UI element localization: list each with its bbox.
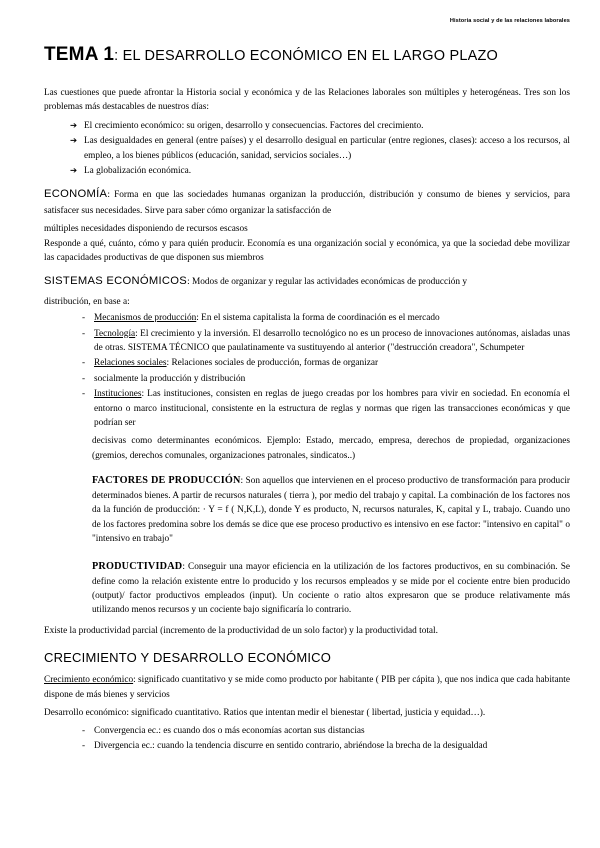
sistemas-section — [44, 273, 570, 290]
intro-bullet-list — [44, 119, 570, 179]
intro-paragraph: Las cuestiones que puede afrontar la Historia social y económica y de las Relaciones laborales son múltiples y heterogéneas. Tres son los problemas más destacables de nuestros días: — [44, 88, 570, 113]
factores-text: : Son aquellos que intervienen en el proceso productivo de transformación para producir determinados bienes. A partir de recursos naturales ( tierra ), por medio del trabajo y capital. La combinación de los factores nos da la función de producción: · Y = f ( N,K,L), donde Y es producto, N, recursos naturales, K, capital y L, trabajo. Cuando uno de los factores predomina sobre los demás se dice que ese proceso productivo es intensivo en ese factor: "intensivo en capital" o "intensivo en trabajo" — [92, 476, 571, 545]
list-item-text: socialmente la producción y distribución — [94, 373, 246, 384]
list-item-text: : Relaciones sociales de producción, formas de organizar — [166, 358, 379, 369]
crecimiento-item1-term: Crecimiento económico — [44, 675, 134, 686]
productividad-text: : Conseguir una mayor eficiencia en la utilización de los factores productivos, en su combinación. Se define como la relación existente entre lo producido y los recursos empleados y se mide por el cociente entre bien producido (output)/ factor productivos empleados (input). Un cociente o ratio altos expresaron que se produce relativamente más utilizando menos recursos y un cociente bajo significaría lo contrario. — [92, 561, 570, 616]
crecimiento-item2 — [44, 706, 570, 721]
page-title-rest: : EL DESARROLLO ECONÓMICO EN EL LARGO PLAZO — [114, 48, 498, 64]
productividad-heading: PRODUCTIVIDAD — [92, 560, 183, 572]
list-item-text: : Las instituciones, consisten en reglas de juego creadas por los hombres para vivir en sociedad. En economía el entorno o marco institucional, consistente en la estructura de reglas y normas que rigen las transacciones económicas y que podrían ser — [94, 389, 570, 429]
productividad-tail: Existe la productividad parcial (incremento de la productividad de un solo factor) y la productividad total. — [44, 625, 438, 636]
economia-line2: múltiples necesidades disponiendo de recursos escasos — [44, 224, 248, 235]
crecimiento-item1 — [44, 673, 570, 703]
factores-paragraph — [92, 473, 570, 546]
crecimiento-item1-text: : significado cuantitativo y se mide como producto por habitante ( PIB per cápita ), que nos indica que cada habitante dispone de más bienes y servicios — [44, 675, 570, 700]
list-item — [82, 327, 570, 356]
page-title — [44, 44, 570, 66]
list-item: - Divergencia ec.: cuando la tendencia discurre en sentido contrario, abriéndose la brecha de la desigualdad — [82, 739, 570, 753]
sistemas-tail — [92, 434, 570, 463]
list-item — [82, 311, 570, 325]
list-item — [82, 387, 570, 430]
crecimiento-item2-text: : significado cuantitativo. Ratios que intentan medir el bienestar ( libertad, justicia y equidad…). — [126, 707, 486, 718]
productividad-paragraph — [92, 559, 570, 618]
economia-heading: ECONOMÍA — [44, 188, 108, 201]
list-item-text: : El crecimiento y la inversión. El desarrollo tecnológico no es un proceso de innovaciones autónomas, aisladas unas de otras. SISTEMA TÉCNICO que paulatinamente va sustituyendo al anterior ("destrucción creadora", Schumpeter — [94, 328, 570, 353]
list-item-term: Instituciones — [94, 389, 142, 400]
list-item-continuation — [82, 372, 570, 386]
list-item-text: : En el sistema capitalista la forma de coordinación es el mercado — [196, 313, 440, 324]
list-item-term: Relaciones sociales — [94, 358, 167, 369]
list-item-term: Tecnología — [94, 328, 136, 339]
page-title-strong: TEMA 1 — [44, 44, 115, 65]
list-item: ➔ La globalización económica. — [70, 164, 570, 178]
list-item: ➔ El crecimiento económico: su origen, desarrollo y consecuencias. Factores del crecimiento. — [70, 119, 570, 133]
list-item — [82, 356, 570, 370]
crecimiento-item2-term: Desarrollo económico — [44, 707, 127, 718]
list-item: - Convergencia ec.: es cuando dos o más economías acortan sus distancias — [82, 724, 570, 738]
crecimiento-heading: CRECIMIENTO Y DESARROLLO ECONÓMICO — [44, 650, 332, 666]
factores-section — [92, 473, 570, 546]
sistemas-lead: : Modos de organizar y regular las actividades económicas de producción y — [187, 277, 468, 288]
list-item-term: Mecanismos de producción — [94, 313, 197, 324]
sistemas-line2: distribución, en base a: — [44, 296, 130, 307]
economia-section — [44, 186, 570, 218]
economia-paragraph2: Responde a qué, cuánto, cómo y para quién producir. Economía es una organización social y económica, ya que la sociedad debe movilizar las capacidades productivas de que disponen sus miembros — [44, 238, 570, 264]
sistemas-tail-text: decisivas como determinantes económicos. Ejemplo: Estado, mercado, empresa, derechos de propiedad, organizaciones (gremios, derechos comunales, organizaciones patronales, sindicatos..) — [92, 436, 570, 461]
sistemas-heading: SISTEMAS ECONÓMICOS — [44, 275, 188, 288]
productividad-section — [92, 559, 570, 618]
document-header-note: Historia social y de las relaciones laborales — [449, 18, 570, 24]
sistemas-list — [44, 311, 570, 430]
economia-lead: : Forma en que las sociedades humanas organizan la producción, distribución y consumo de bienes y servicios, para satisfacer sus necesidades. Sirve para saber cómo organizar la satisfacción de — [44, 190, 570, 216]
list-item: ➔ Las desigualdades en general (entre países) y el desarrollo desigual en particular (entre regiones, clases): acceso a los recursos, al empleo, a los bienes públicos (educación, sanidad, servicios sociales…) — [70, 134, 570, 163]
factores-heading: FACTORES DE PRODUCCIÓN — [92, 475, 241, 487]
crecimiento-list — [44, 724, 570, 754]
